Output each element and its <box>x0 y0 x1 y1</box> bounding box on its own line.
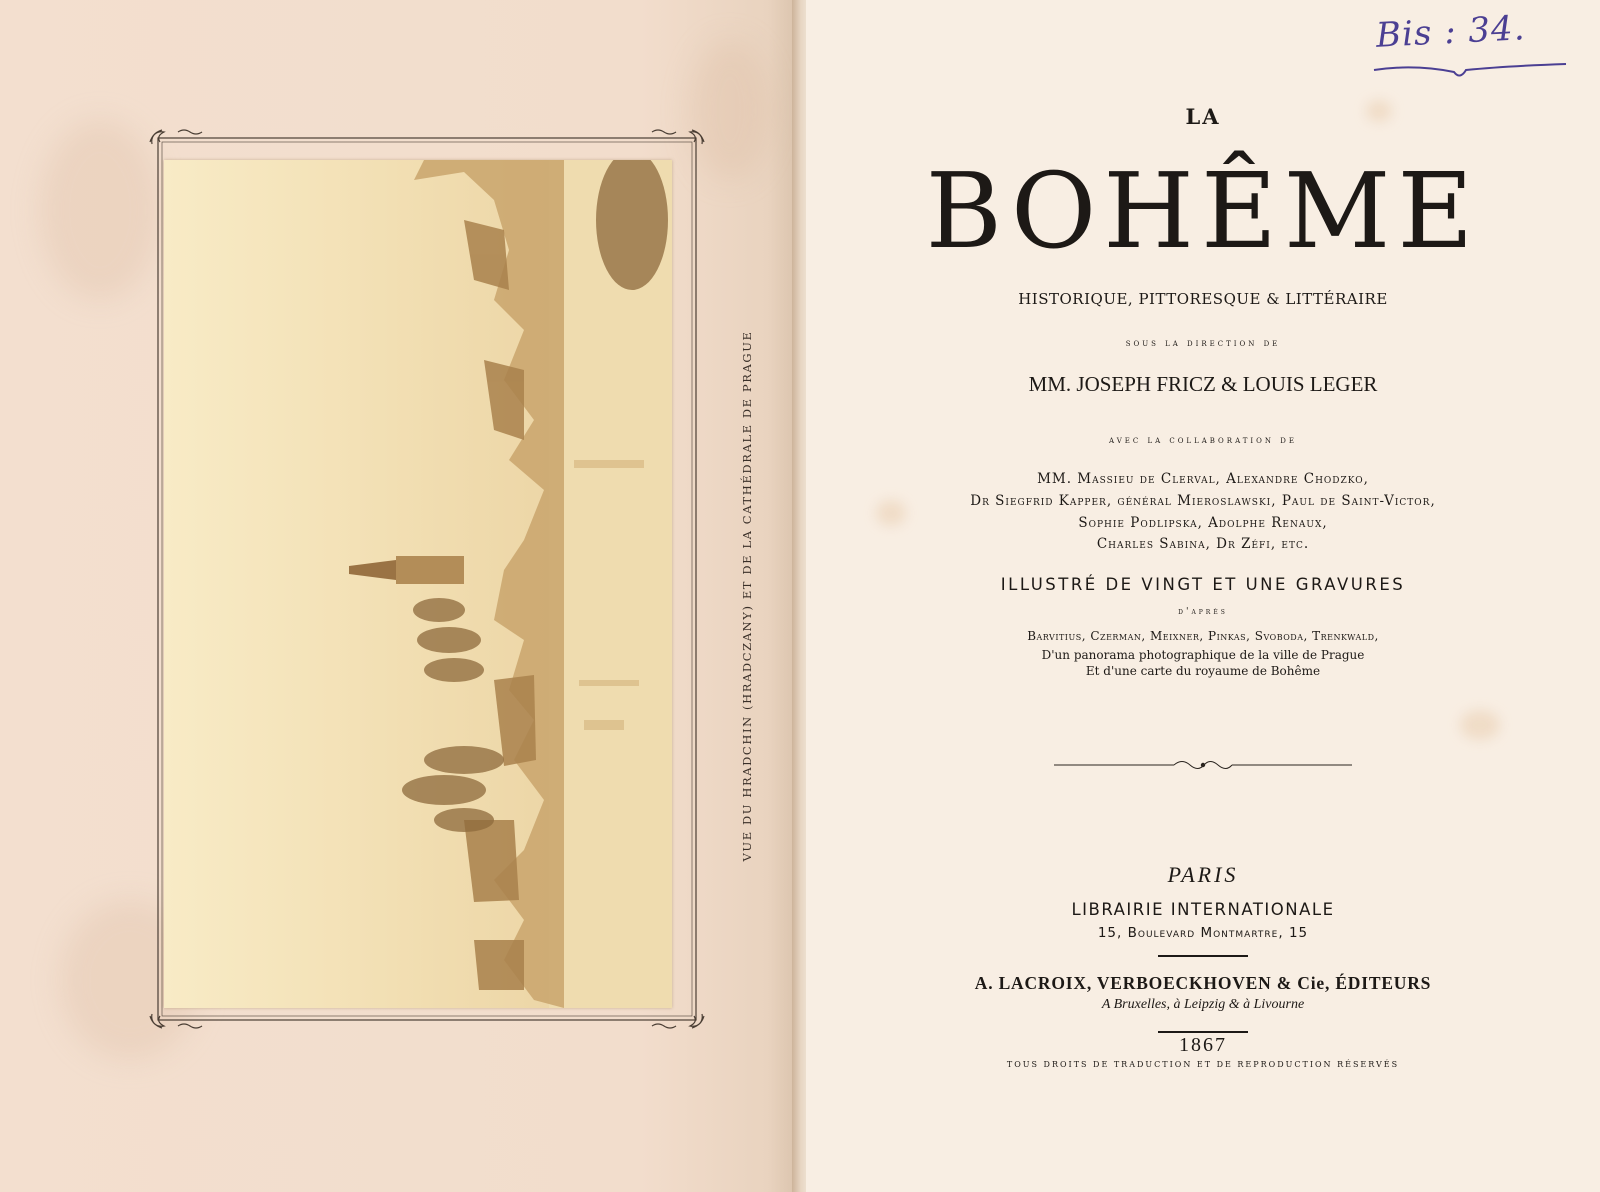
collaborator-line: Sophie Podlipska, Adolphe Renaux, <box>1078 515 1328 531</box>
ornament-divider-icon <box>1054 758 1352 772</box>
after-label: d'après <box>1178 607 1228 617</box>
collaborator-line: MM. Massieu de Clerval, Alexandre Chodzko, <box>1037 471 1369 487</box>
manuscript-shelfmark: Bis : 34. <box>1375 8 1527 56</box>
manuscript-flourish-icon <box>1372 52 1572 82</box>
book-title: BOHÊME <box>925 150 1481 272</box>
address: 15, Boulevard Montmartre, 15 <box>1097 925 1309 941</box>
photo-caption: VUE DU HRADCHIN (HRADCZANY) ET DE LA CATHÉDRALE DE PRAGUE <box>740 330 754 862</box>
bookshop: LIBRAIRIE INTERNATIONALE <box>1071 900 1335 919</box>
collaborator-line: Dr Siegfrid Kapper, général Mieroslawski, Paul de Saint-Victor, <box>970 493 1436 509</box>
rights-notice: TOUS DROITS DE TRADUCTION ET DE REPRODUCTION RÉSERVÉS <box>1006 1060 1400 1069</box>
publication-year: 1867 <box>1179 1034 1227 1056</box>
subtitle: HISTORIQUE, PITTORESQUE & LITTÉRAIRE <box>1018 290 1388 308</box>
right-page <box>806 0 1600 1192</box>
publisher-cities: A Bruxelles, à Leipzig & à Livourne <box>1101 997 1305 1012</box>
publishers: A. LACROIX, VERBOECKHOVEN & Cie, ÉDITEURS <box>974 973 1432 993</box>
prague-panorama-photo <box>164 160 672 1008</box>
divider-rule <box>1158 955 1248 957</box>
directors: MM. JOSEPH FRICZ & LOUIS LEGER <box>1028 372 1378 396</box>
divider-rule <box>1158 1031 1248 1033</box>
artists-list: Barvitius, Czerman, Meixner, Pinkas, Svoboda, Trenkwald, <box>1027 629 1379 643</box>
collaborator-line: Charles Sabina, Dr Zéfi, etc. <box>1096 536 1310 552</box>
paper-stain <box>40 120 160 300</box>
foxing-spot <box>1460 710 1500 740</box>
title-small: LA <box>1185 104 1221 129</box>
map-line: Et d'une carte du royaume de Bohême <box>1085 664 1321 678</box>
illustration-note: ILLUSTRÉ DE VINGT ET UNE GRAVURES <box>1000 575 1406 594</box>
city: PARIS <box>1167 862 1239 887</box>
direction-label: sous la direction de <box>1125 338 1281 349</box>
collaboration-label: avec la collaboration de <box>1109 435 1297 446</box>
prague-panorama-photo-icon <box>164 160 672 1008</box>
panorama-line: D'un panorama photographique de la ville de Prague <box>1041 648 1365 662</box>
